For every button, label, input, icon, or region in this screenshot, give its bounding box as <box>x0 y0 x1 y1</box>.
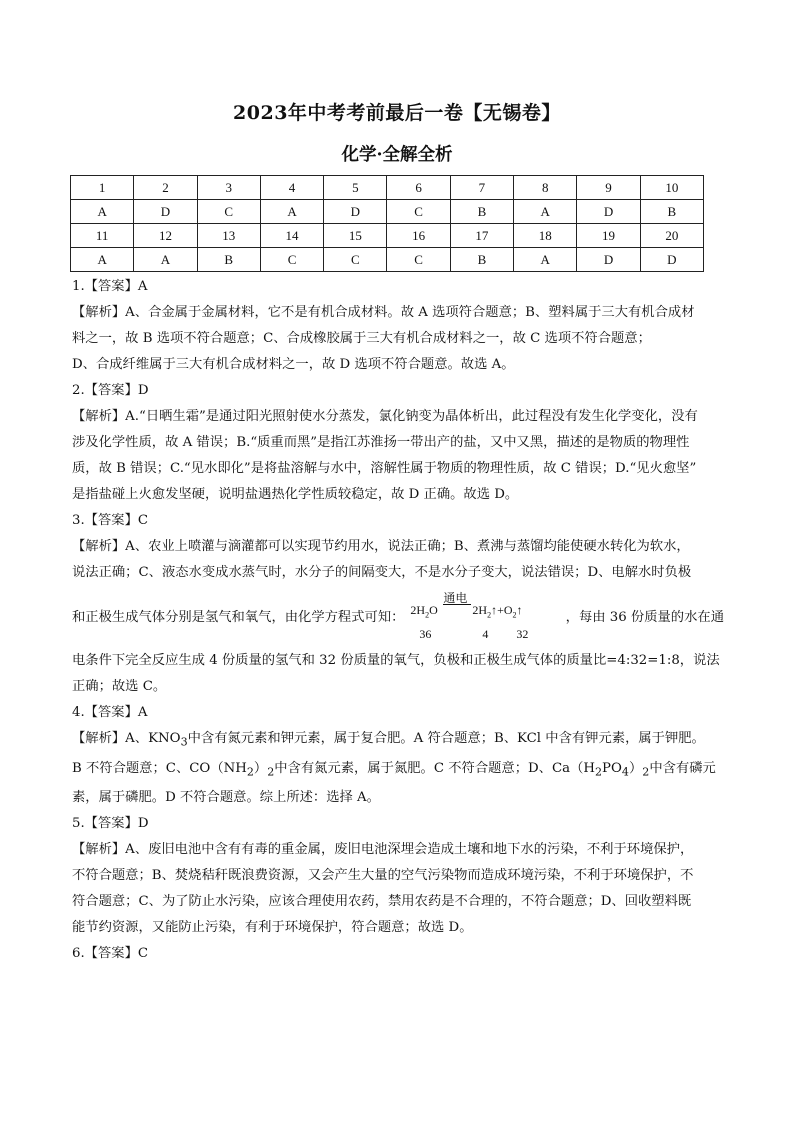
answer-cell: C <box>387 248 450 272</box>
q1-answer: 1.【答案】A <box>72 279 148 294</box>
answer-cell: C <box>197 200 260 224</box>
question-number-cell: 2 <box>134 176 197 200</box>
question-number-cell: 7 <box>450 176 513 200</box>
question-number-row <box>71 176 704 200</box>
question-number-cell: 18 <box>514 224 577 248</box>
electrolysis-equation <box>410 591 557 641</box>
answer-cell: D <box>324 200 387 224</box>
q1-analysis-line: 料之一，故 B 选项不符合题意；C、合成橡胶属于三大有机合成材料之一，故 C 选项不符合题意； <box>72 331 651 346</box>
equation-mass-oxygen: 32 <box>516 627 529 641</box>
answer-cell: B <box>450 248 513 272</box>
question-number-cell: 13 <box>197 224 260 248</box>
answer-cell: A <box>514 248 577 272</box>
question-number-cell: 15 <box>324 224 387 248</box>
answer-cell: D <box>577 248 640 272</box>
question-number-cell: 11 <box>71 224 134 248</box>
question-number-row <box>71 224 704 248</box>
equation-mass-hydrogen: 4 <box>482 627 489 641</box>
answer-row <box>71 200 704 224</box>
q1-analysis-line: 【解析】A、合金属于金属材料，它不是有机合成材料。故 A 选项符合题意；B、塑料属于三大有机合成材 <box>72 305 695 320</box>
answer-cell: D <box>640 248 703 272</box>
equation-condition: 通电 <box>443 591 468 605</box>
answer-cell: D <box>577 200 640 224</box>
question-number-cell: 10 <box>640 176 703 200</box>
q2-analysis-line: 质，故 B 错误；C.“见水即化”是将盐溶解与水中，溶解性属于物质的物理性质，故 C 错误；D.“见火愈坚” <box>72 461 697 476</box>
question-number-cell: 3 <box>197 176 260 200</box>
q3-analysis-line: 电条件下完全反应生成 4 份质量的氢气和 32 份质量的氧气，负极和正极生成气体的质量比=4:32=1:8，说法 <box>72 653 720 668</box>
equation-products: $2H_2↑+O_2↑$ <box>472 603 523 620</box>
answer-cell: A <box>260 200 323 224</box>
answer-cell: C <box>260 248 323 272</box>
q4-answer: 4.【答案】A <box>72 705 148 720</box>
question-number-cell: 4 <box>260 176 323 200</box>
answer-cell: B <box>450 200 513 224</box>
equation-mass-reactant: 36 <box>419 627 432 641</box>
q3-equation-trail-text: ，每由 36 份质量的水在通 <box>565 610 724 625</box>
q6-answer: 6.【答案】C <box>72 946 149 962</box>
answer-cell: C <box>324 248 387 272</box>
q3-equation-lead-text: 和正极生成气体分别是氢气和氧气，由化学方程式可知： <box>72 610 405 625</box>
q5-analysis-line: 【解析】A、废旧电池中含有有毒的重金属，废旧电池深埋会造成土壤和地下水的污染，不利于环境保护， <box>72 842 694 858</box>
q2-answer: 2.【答案】D <box>72 383 149 398</box>
q4-analysis-line: 【解析】A、$KNO_3$中含有氮元素和钾元素，属于复合肥。A 符合题意；B、KCl 中含有钾元素，属于钾肥。 <box>72 731 705 749</box>
answer-cell: A <box>71 200 134 224</box>
q2-analysis-line: 是指盐碰上火愈发坚硬，说明盐遇热化学性质较稳定，故 D 正确。故选 D。 <box>72 487 519 502</box>
equation-reactant: $2H_2O$ <box>410 603 438 620</box>
q2-analysis-line: 涉及化学性质，故 A 错误；B.“质重而黑”是指江苏淮扬一带出产的盐，又中又黑，描述的是物质的物理性 <box>72 435 690 450</box>
q2-analysis-line: 【解析】A.“日晒生霜”是通过阳光照射使水分蒸发，氯化钠变为晶体析出，此过程没有发生化学变化，没有 <box>72 409 698 424</box>
question-number-cell: 19 <box>577 224 640 248</box>
question-number-cell: 1 <box>71 176 134 200</box>
answer-key-table <box>70 175 704 272</box>
q4-analysis-line: B 不符合题意；C、$CO(NH_2)_2$中含有氮元素，属于氮肥。C 不符合题意；D、$Ca(H_2PO_4)_2$中含有磷元 <box>72 760 716 779</box>
q5-analysis-line: 能节约资源，又能防止污染，有利于环境保护，符合题意；故选 D。 <box>72 920 473 936</box>
q5-analysis-line: 符合题意；C、为了防止水污染，应该合理使用农药，禁用农药是不合理的，不符合题意；D、回收塑料既 <box>72 894 692 910</box>
question-number-cell: 6 <box>387 176 450 200</box>
q3-analysis-line: 【解析】A、农业上喷灌与滴灌都可以实现节约用水，说法正确；B、煮沸与蒸馏均能使硬水转化为软水， <box>72 539 690 554</box>
answer-cell: B <box>640 200 703 224</box>
question-number-cell: 16 <box>387 224 450 248</box>
question-number-cell: 8 <box>514 176 577 200</box>
answer-cell: B <box>197 248 260 272</box>
question-number-cell: 5 <box>324 176 387 200</box>
page-title: 2023年中考考前最后一卷【无锡卷】 <box>233 102 561 124</box>
q3-answer: 3.【答案】C <box>72 513 149 528</box>
answer-cell: A <box>134 248 197 272</box>
q5-analysis-line: 不符合题意；B、焚烧秸秆既浪费资源，又会产生大量的空气污染物而造成环境污染，不利于环境保护，不 <box>72 868 694 884</box>
answer-cell: D <box>134 200 197 224</box>
q3-analysis-line: 正确；故选 C。 <box>72 679 167 694</box>
equation-arrow-line <box>443 604 471 605</box>
page-subtitle: 化学·全解全析 <box>341 145 453 165</box>
answer-row <box>71 248 704 272</box>
question-number-cell: 12 <box>134 224 197 248</box>
answer-cell: A <box>514 200 577 224</box>
answer-cell: C <box>387 200 450 224</box>
q3-analysis-line: 说法正确；C、液态水变成水蒸气时，水分子的间隔变大，不是水分子变大，说法错误；D、电解水时负极 <box>72 565 692 580</box>
question-number-cell: 20 <box>640 224 703 248</box>
q3-equation-line <box>72 591 724 642</box>
solutions-body <box>72 274 724 967</box>
q4-analysis-line: 素，属于磷肥。D 不符合题意。综上所述：选择 A。 <box>72 790 380 806</box>
question-number-cell: 14 <box>260 224 323 248</box>
answer-cell: A <box>71 248 134 272</box>
question-number-cell: 17 <box>450 224 513 248</box>
q1-analysis-line: D、合成纤维属于三大有机合成材料之一，故 D 选项不符合题意。故选 A。 <box>72 357 515 372</box>
question-number-cell: 9 <box>577 176 640 200</box>
q5-answer: 5.【答案】D <box>72 816 149 832</box>
